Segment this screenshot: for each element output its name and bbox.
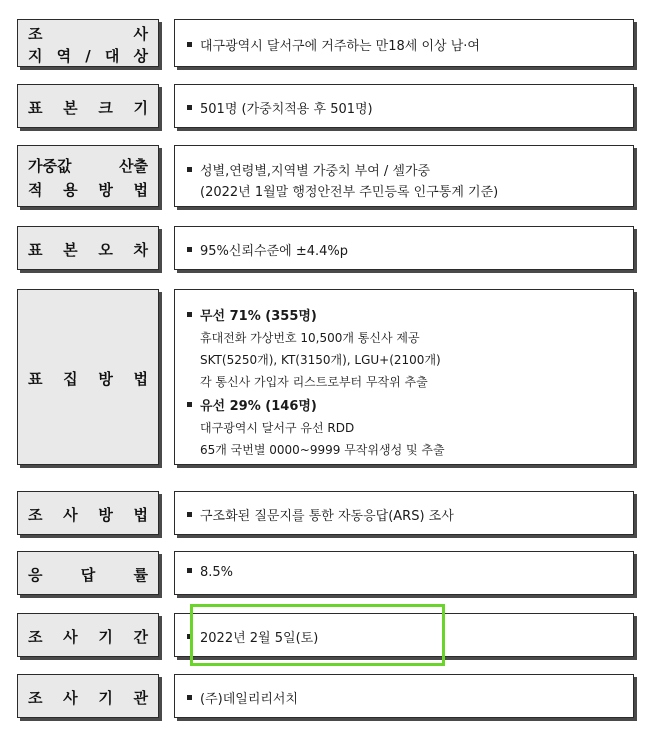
label-survey-method: 조 사 방 법 [28, 506, 148, 524]
value-wired-heading: 유선 29% (146명) [187, 395, 625, 414]
label-box-sample-size [17, 84, 159, 128]
value-sampling-error: 95%신뢰수준에 ±4.4%p [187, 240, 625, 259]
value-sample-size: 501명 (가중치적용 후 501명) [187, 98, 625, 117]
label-box-survey-area [17, 19, 159, 67]
label-sampling-method: 표 집 방 법 [28, 370, 148, 388]
bullet-icon [187, 167, 192, 172]
bullet-icon [187, 42, 192, 47]
label-box-survey-agency [17, 674, 159, 718]
value-box-survey-area [174, 19, 634, 67]
value-survey-period: 2022년 2월 5일(토) [187, 627, 625, 646]
label-box-survey-period [17, 613, 159, 657]
label-response-rate: 응 답 률 [28, 566, 148, 584]
value-wireless-detail-3: 각 통신사 가입자 리스트로부터 무작위 추출 [200, 375, 428, 389]
value-wireless-detail-1: 휴대전화 가상번호 10,500개 통신사 제공 [200, 331, 420, 345]
label-sample-size: 표 본 크 기 [28, 99, 148, 117]
value-survey-area: 대구광역시 달서구에 거주하는 만18세 이상 남·여 [187, 35, 625, 54]
value-box-sampling-method [174, 289, 634, 465]
survey-period-highlight [190, 604, 445, 666]
value-weighting-line1: 성별,연령별,지역별 가중치 부여 / 셀가중 [187, 160, 625, 179]
value-wireless-heading: 무선 71% (355명) [187, 305, 625, 324]
label-survey-area-line1: 조 사 [28, 25, 148, 43]
label-box-sampling-error [17, 226, 159, 270]
value-box-survey-agency [174, 674, 634, 718]
value-survey-agency: (주)데일리리서치 [187, 688, 625, 707]
label-box-weighting [17, 145, 159, 207]
value-wired-detail-1: 대구광역시 달서구 유선 RDD [200, 421, 355, 435]
label-survey-area-line2: 지 역 / 대 상 [28, 47, 148, 65]
value-weighting-line2: (2022년 1월말 행정안전부 주민등록 인구통계 기준) [200, 185, 499, 200]
value-box-sampling-error [174, 226, 634, 270]
value-box-response-rate [174, 551, 634, 595]
label-box-survey-method [17, 491, 159, 535]
value-box-weighting [174, 145, 634, 207]
value-response-rate: 8.5% [187, 565, 625, 580]
label-box-response-rate [17, 551, 159, 595]
value-box-sample-size [174, 84, 634, 128]
label-weighting-line2: 적 용 방 법 [28, 181, 148, 199]
bullet-icon [187, 312, 192, 317]
bullet-icon [187, 402, 192, 407]
bullet-icon [187, 568, 192, 573]
value-box-survey-method [174, 491, 634, 535]
label-box-sampling-method [17, 289, 159, 465]
value-wireless-detail-2: SKT(5250개), KT(3150개), LGU+(2100개) [200, 353, 441, 367]
label-sampling-error: 표 본 오 차 [28, 241, 148, 259]
bullet-icon [187, 695, 192, 700]
label-weighting-line1: 가중값 산출 [28, 157, 148, 175]
label-survey-period: 조 사 기 간 [28, 628, 148, 646]
value-survey-method: 구조화된 질문지를 통한 자동응답(ARS) 조사 [187, 505, 625, 524]
bullet-icon [187, 247, 192, 252]
bullet-icon [187, 105, 192, 110]
value-wired-detail-2: 65개 국번별 0000~9999 무작위생성 및 추출 [200, 443, 445, 457]
label-survey-agency: 조 사 기 관 [28, 689, 148, 707]
bullet-icon [187, 512, 192, 517]
